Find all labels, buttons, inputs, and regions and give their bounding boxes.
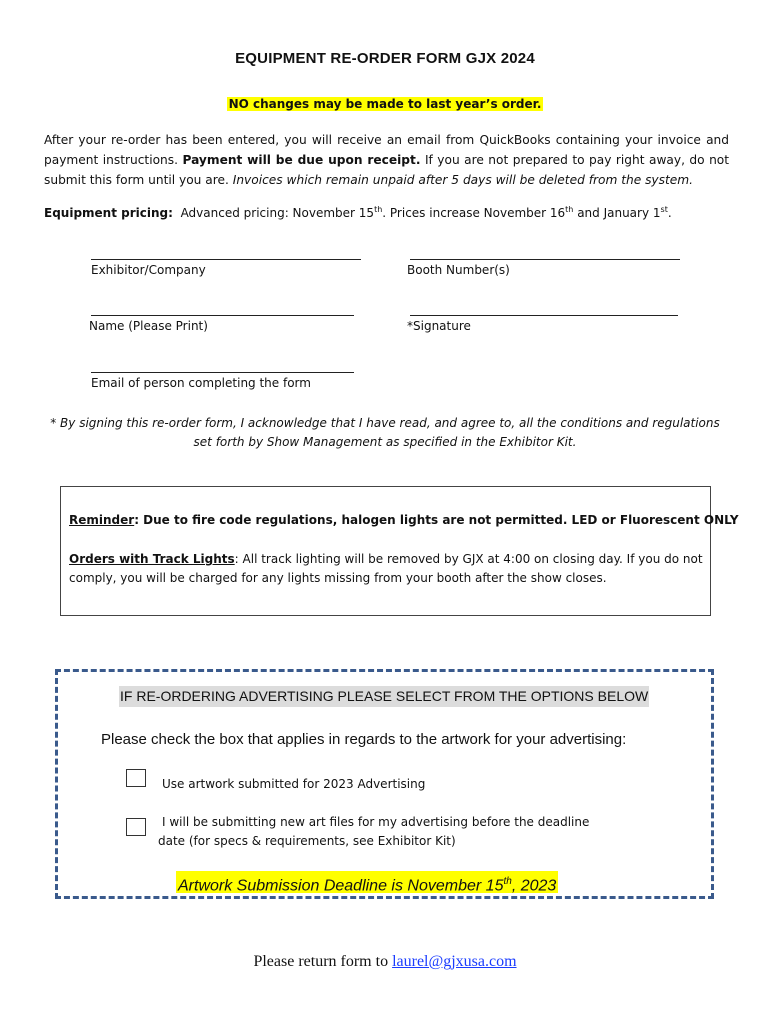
equipment-pricing [44, 205, 672, 220]
pricing-text-c: and January 1 [573, 206, 661, 220]
email-field[interactable] [91, 372, 354, 373]
deadline-year: , 2023 [511, 877, 557, 895]
acknowledgement-text: * By signing this re-order form, I acknowledge that I have read, and agree to, all the conditions and regulations set forth by Show Management as specified in the Exhibitor Kit. [50, 416, 720, 449]
name-label: Name (Please Print) [89, 319, 208, 333]
notice-row [0, 93, 770, 112]
unpaid-invoice-note: Invoices which remain unpaid after 5 days will be deleted from the system. [232, 173, 694, 187]
signature-label: *Signature [407, 319, 471, 333]
exhibitor-company-label: Exhibitor/Company [91, 263, 206, 277]
signature-field[interactable] [410, 315, 678, 316]
advertising-section [55, 669, 714, 899]
option-2023-artwork-label: Use artwork submitted for 2023 Advertising [162, 777, 426, 791]
deadline-sup: th [503, 876, 512, 887]
email-label: Email of person completing the form [91, 376, 311, 390]
reminder-line [69, 513, 739, 527]
return-text: Please return form to [253, 953, 393, 970]
booth-number-label: Booth Number(s) [407, 263, 510, 277]
intro-text-1: After your re-order has been entered, you will receive an email from QuickBooks containing your invoice and payment instructions. [44, 133, 729, 167]
option-new-artwork-label: I will be submitting new art files for my advertising before the deadline date (for specs & requirements, see Exhibitor Kit) [158, 815, 590, 848]
exhibitor-company-field[interactable] [91, 259, 361, 260]
pricing-text-d: . [667, 206, 672, 220]
track-lights-label: Orders with Track Lights [69, 552, 235, 566]
no-changes-notice: NO changes may be made to last year’s order. [228, 97, 542, 111]
return-email-link[interactable]: laurel@gjxusa.com [392, 953, 517, 970]
intro-text-2: If you are not prepared to pay right away, do not submit this form until you are. [44, 153, 730, 187]
track-lights-text: : All track lighting will be removed by GJX at 4:00 on closing day. If you do not comply, you will be charged for any lights missing from your booth after the show closes. [69, 552, 703, 585]
pricing-label: Equipment pricing: [44, 206, 173, 220]
booth-number-field[interactable] [410, 259, 680, 260]
pricing-sup-b: th [565, 205, 574, 214]
track-lights-note [69, 550, 705, 588]
pricing-sup-a: th [374, 205, 383, 214]
deadline-text: Artwork Submission Deadline is November 15 [178, 877, 504, 895]
name-field[interactable] [91, 315, 354, 316]
reminder-text: : Due to fire code regulations, halogen lights are not permitted. LED or Fluorescent ONLY [134, 513, 739, 527]
form-title: EQUIPMENT RE-ORDER FORM GJX 2024 [235, 50, 535, 67]
reminder-label: Reminder [69, 513, 135, 527]
artwork-deadline [176, 871, 558, 893]
advertising-header: IF RE-ORDERING ADVERTISING PLEASE SELECT FROM THE OPTIONS BELOW [119, 686, 649, 707]
pricing-sup-c: st [660, 205, 668, 214]
payment-due-text: Payment will be due upon receipt. [182, 153, 421, 167]
return-instructions [0, 953, 770, 971]
option-new-artwork-checkbox[interactable] [126, 818, 146, 836]
advertising-instruction: Please check the box that applies in regards to the artwork for your advertising: [101, 731, 627, 748]
pricing-text-a: Advanced pricing: November 15 [180, 206, 375, 220]
pricing-text-b: . Prices increase November 16 [382, 206, 566, 220]
reminder-box [60, 486, 739, 616]
option-2023-artwork-checkbox[interactable] [126, 769, 146, 787]
intro-paragraph [44, 130, 729, 190]
